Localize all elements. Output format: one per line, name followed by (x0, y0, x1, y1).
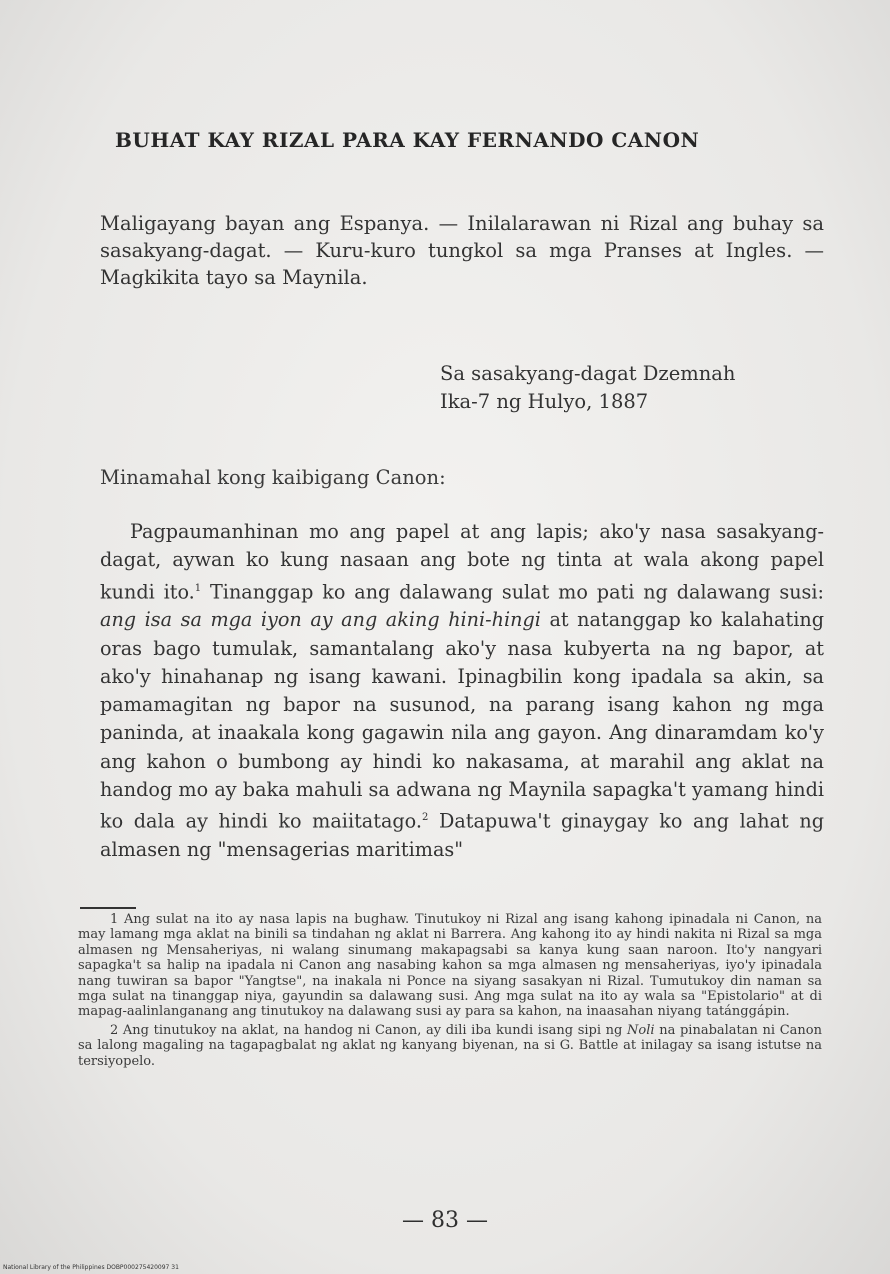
salutation: Minamahal kong kaibigang Canon: (100, 466, 446, 489)
dateline (440, 360, 800, 416)
body-text-1: Pagpaumanhinan mo ang papel at ang lapis; ako'y nasa sasakyang-dagat, aywan ko kung nasaan ang bote ng tinta at wala akong papel kundi ito. (100, 520, 824, 603)
body-italic-text: ang isa sa mga iyon ay ang aking hini-hingi (100, 608, 541, 632)
footnote-ref-1: 1 (194, 582, 202, 594)
dateline-date: Ika-7 ng Hulyo, 1887 (440, 390, 649, 413)
footnote-2-text-1: 2 Ang tinutukoy na aklat, na handog ni Canon, ay dili iba kundi isang sipi ng (110, 1022, 628, 1038)
letter-body (100, 518, 824, 864)
body-text-2: Tinanggap ko ang dalawang sulat mo pati ng dalawang susi: (201, 579, 824, 603)
body-text-3: at natanggap ko kalahating oras bago tumulak, samantalang ako'y nasa kubyerta na ng bapor, at ako'y hinahanap ng isang kawani. Ipinagbilin kong ipadala sa akin, sa pamamagitan ng bapor na susunod, na parang isang kahon ng mga paninda, at inaakala kong gagawin nila ang gayon. Ang dinaramdam ko'y ang kahon o bumbong ay hindi ko nakasama, at marahil ang aklat na handog mo ay baka mahuli sa adwana ng Maynila sapagka't yamang hindi ko dala ay hindi ko maiitatago. (100, 608, 824, 833)
dateline-place: Sa sasakyang-dagat Dzemnah (440, 362, 736, 385)
footnote-1: 1 Ang sulat na ito ay nasa lapis na bughaw. Tinutukoy ni Rizal ang isang kahong ipinadala ni Canon, na may lamang mga aklat na binili sa tindahan ng aklat ni Barrera. Ang kahong ito ay hindi nakita ni Rizal sa mga almasen ng Mensaheriyas, ni walang sinumang makapagsabi sa kanya kung saan naroon. Ito'y nangyari sapagka't sa halip na ipadala ni Canon ang nasabing kahon sa mga almasen ng mensaheriyas, iyo'y ipinadala nang tuwiran sa bapor "Yangtse", na inakala ni Ponce na siyang sasakyan ni Rizal. Tumutukoy din naman sa mga sulat na tinanggap niya, gayundin sa dalawang susi. Ang mga sulat na ito ay wala sa "Epistolario" at di mapag-aalinlanganang ang tinutukoy na dalawang susi ay para sa kahon, na inaasahan niyang tatánggápin. (78, 912, 822, 1020)
footnote-2-italic: Noli (627, 1022, 655, 1038)
footnote-divider (80, 907, 136, 909)
letter-title: BUHAT KAY RIZAL PARA KAY FERNANDO CANON (115, 128, 700, 152)
letter-summary: Maligayang bayan ang Espanya. — Inilalarawan ni Rizal ang buhay sa sasakyang-dagat. — Kuru-kuro tungkol sa mga Pranses at Ingles. — Magkikita tayo sa Maynila. (100, 212, 824, 289)
footnote-2-text-2: na pinabalatan ni Canon sa lalong magaling na tagapagbalat ng aklat ng kanyang biyenan, na si G. Battle at inilagay sa isang istutse na tersiyopelo. (78, 1022, 822, 1069)
library-watermark: National Library of the Philippines DOBP000275420097 31 (3, 1264, 179, 1271)
footnote-2 (78, 1023, 822, 1069)
body-text-4: Datapuwa't ginaygay ko ang lahat ng almasen ng "mensagerias maritimas" (100, 809, 824, 862)
footnotes (78, 912, 822, 1072)
footnote-ref-2: 2 (421, 812, 429, 824)
page-number: — 83 — (402, 1208, 488, 1233)
